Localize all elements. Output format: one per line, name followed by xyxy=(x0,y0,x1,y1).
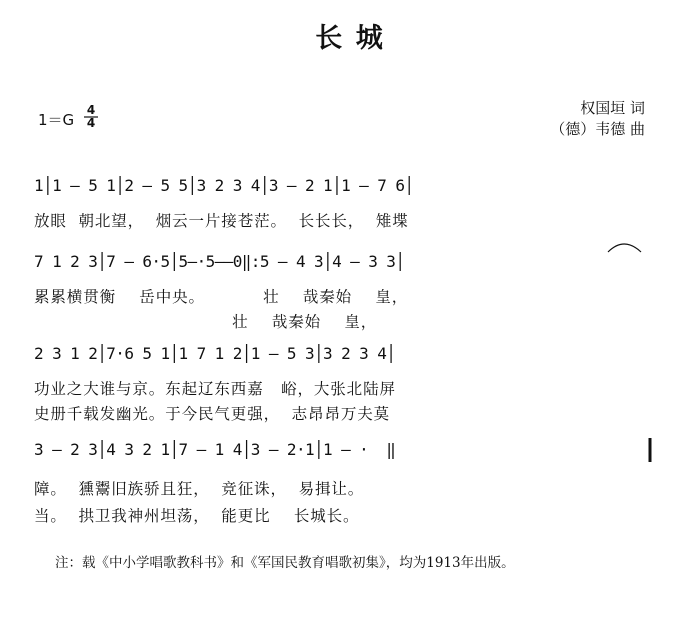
slur-mark xyxy=(608,244,641,252)
system-1-notes: 1│1 — 5 1│2 — 5 5│3 2 3 4│3 — 2 1│1 — 7 6│ xyxy=(34,176,414,195)
lyricist-credit: 权国垣 词 xyxy=(580,99,645,117)
key-signature: 1＝G xyxy=(38,111,75,129)
system-4-lyrics-1: 障。 獯鬻旧族骄且狂， 竞征诛， 易揖让。 xyxy=(34,480,365,498)
time-signature-bottom: 4 xyxy=(86,116,96,130)
system-4-lyrics-2: 当。 拱卫我神州坦荡， 能更比 长城长。 xyxy=(34,507,360,525)
system-1-lyrics: 放眼 朝北望， 烟云一片接苍茫。 长长长， 雉堞 xyxy=(34,212,409,230)
system-4-notes: 3 — 2 3│4 3 2 1│7 — 1 4│3 — 2·1│1 — · ‖ xyxy=(34,440,396,459)
system-3-lyrics-1: 功业之大谁与京。东起辽东西嘉 峪，大张北陆屏 xyxy=(34,380,396,398)
time-signature-top: 4 xyxy=(86,103,96,117)
system-3-lyrics-2: 史册千载发幽光。于今民气更强， 志昂昂万夫莫 xyxy=(34,405,391,423)
system-2-lyrics-2: 壮 哉秦始 皇， xyxy=(34,313,378,331)
system-3-notes: 2 3 1 2│7·6 5 1│1 7 1 2│1 — 5 3│3 2 3 4│ xyxy=(34,344,396,363)
footnote: 注：载《中小学唱歌教科书》和《军国民教育唱歌初集》，均为1913年出版。 xyxy=(55,555,515,571)
song-title: 长 城 xyxy=(315,23,385,54)
system-2-lyrics-1: 累累横贯衡 岳中央。 壮 哉秦始 皇， xyxy=(34,288,409,306)
composer-credit: （德）韦德 曲 xyxy=(550,120,645,138)
system-2-notes: 7 1 2 3│7 — 6·5│5—·5——0‖:5 — 4 3│4 — 3 3│ xyxy=(34,252,405,271)
